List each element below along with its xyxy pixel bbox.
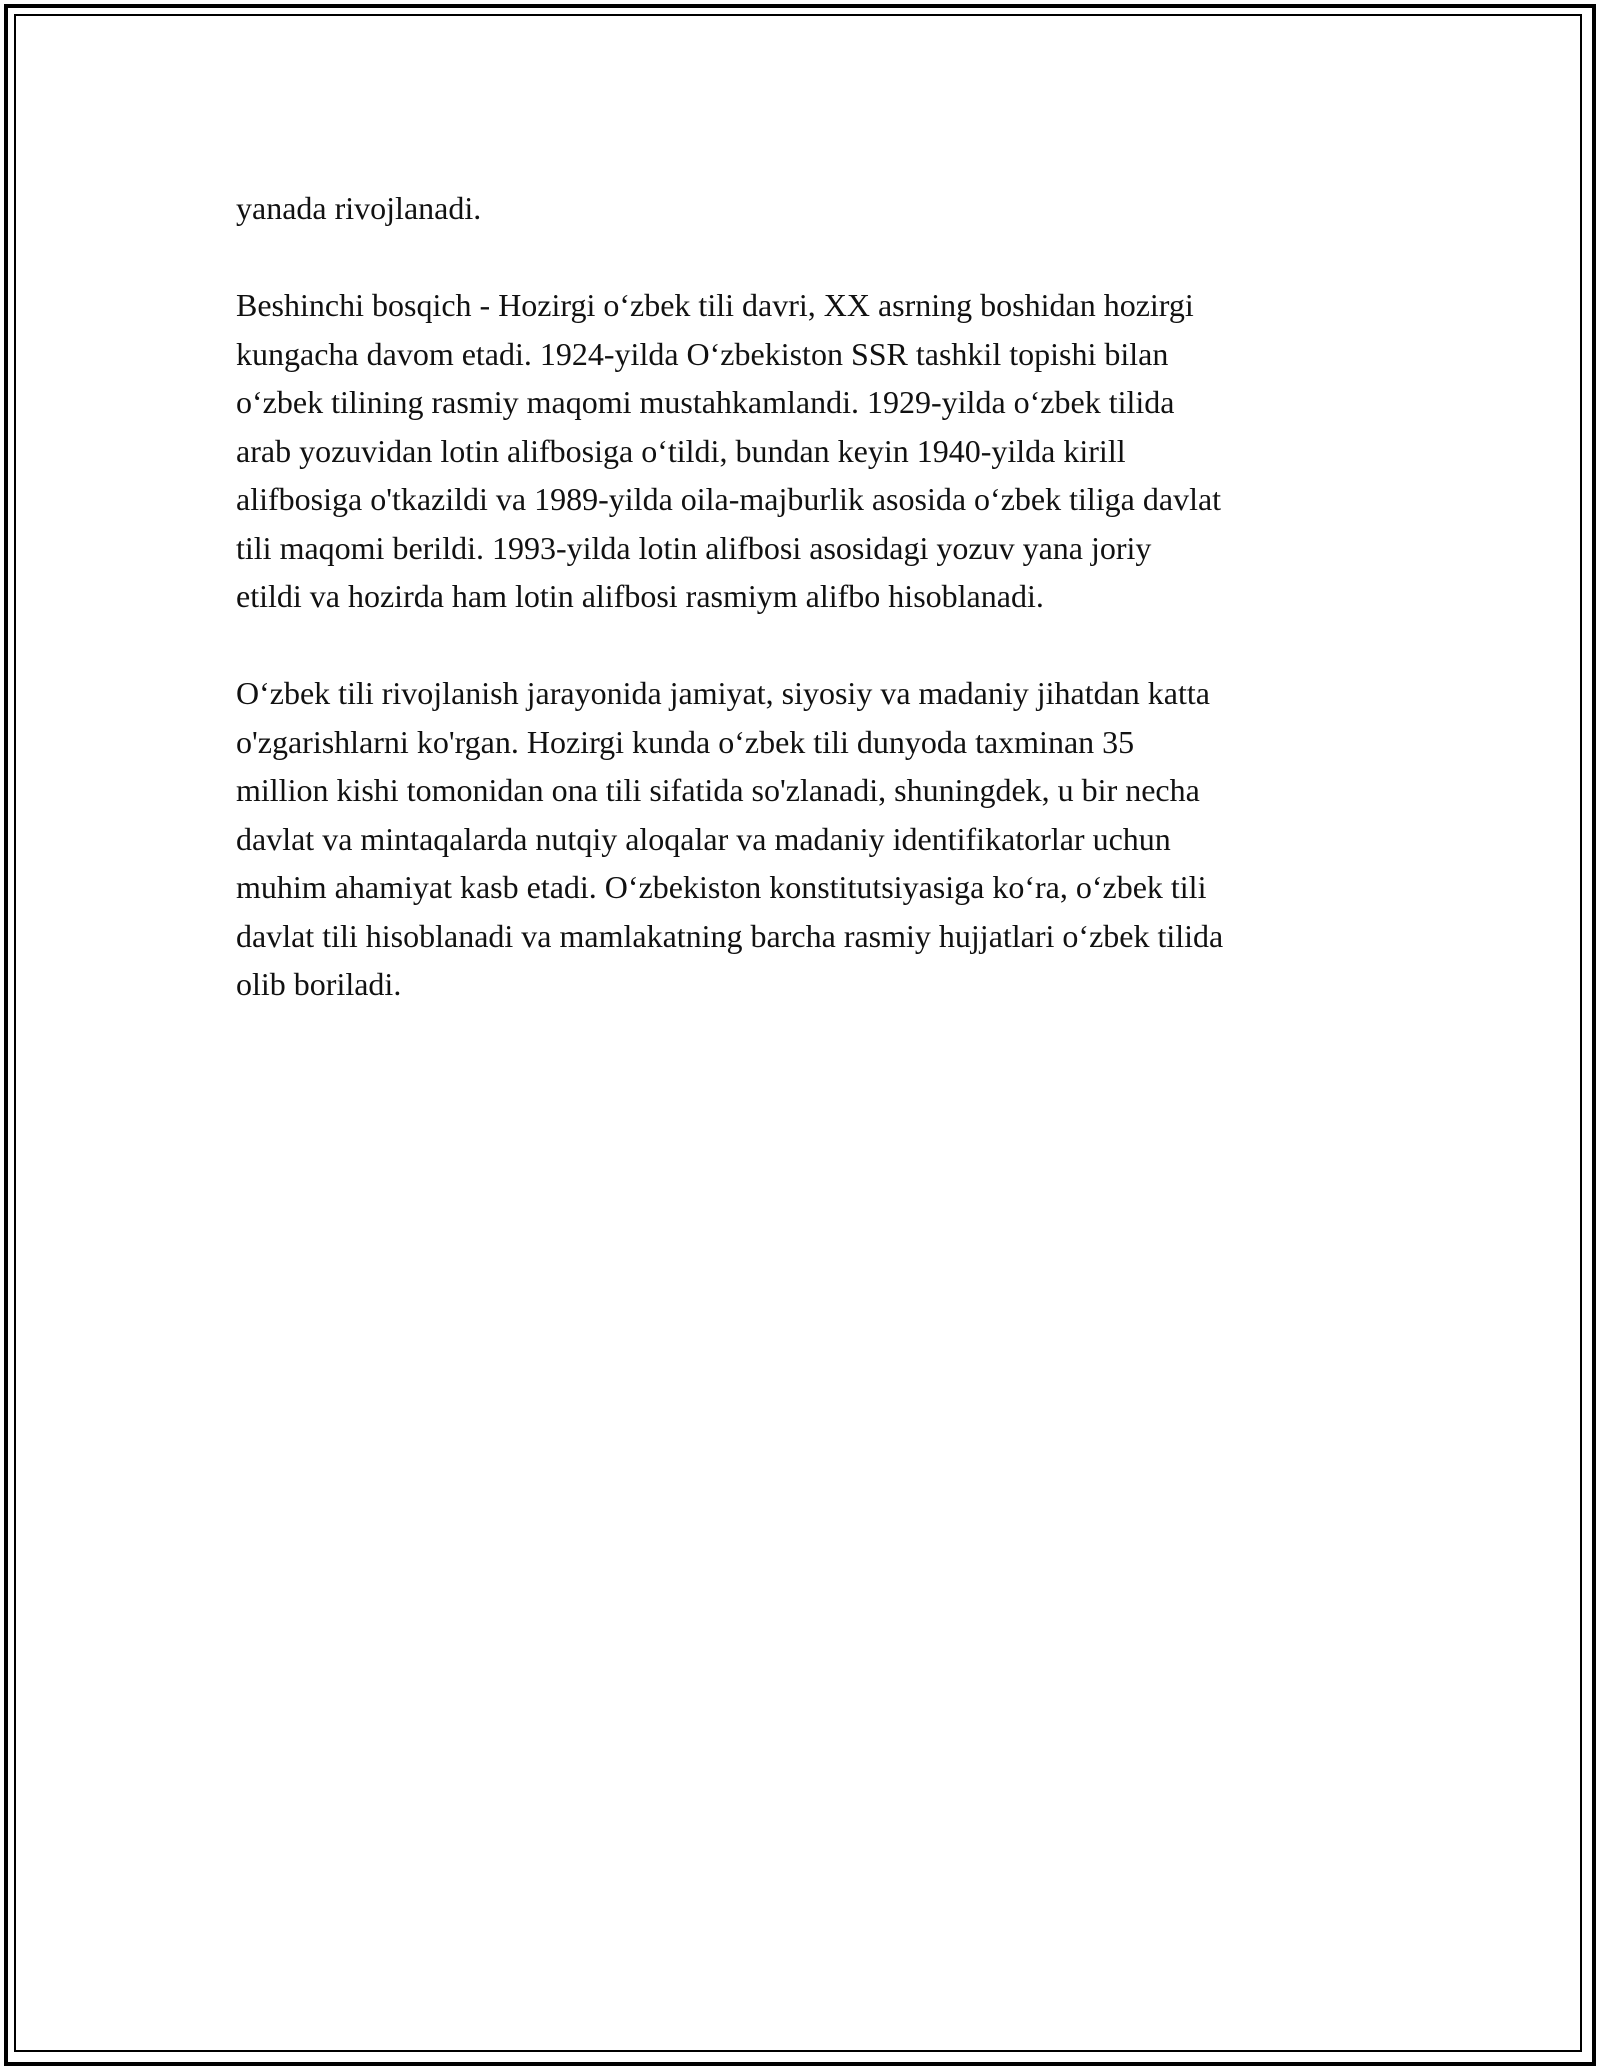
paragraph-continuation: yanada rivojlanadi. xyxy=(236,190,482,226)
paragraph-fifth-stage: Beshinchi bosqich - Hozirgi o‘zbek tili davri, XX asrning boshidan hozirgi kungacha davom etadi. 1924-yilda O‘zbekiston SSR tashkil topishi bilan o‘zbek tilining rasmiy maqomi mustahkamlandi. 1929-yilda o‘zbek tilida arab yozuvidan lotin alifbosiga o‘tildi, bundan keyin 1940-yilda kirill alifbosiga o'tkazildi va 1989-yilda oila-majburlik asosida o‘zbek tiliga davlat tili maqomi berildi. 1993-yilda lotin alifbosi asosidagi yozuv yana joriy etildi va hozirda ham lotin alifbosi rasmiym alifbo hisoblanadi. xyxy=(236,287,1222,614)
document-body xyxy=(236,184,1386,1057)
paragraph-modern-status: O‘zbek tili rivojlanish jarayonida jamiyat, siyosiy va madaniy jihatdan katta o'zgarishlarni ko'rgan. Hozirgi kunda o‘zbek tili dunyoda taxminan 35 million kishi tomonidan ona tili sifatida so'zlanadi, shuningdek, u bir necha davlat va mintaqalarda nutqiy aloqalar va madaniy identifikatorlar uchun muhim ahamiyat kasb etadi. O‘zbekiston konstitutsiyasiga ko‘ra, o‘zbek tili davlat tili hisoblanadi va mamlakatning barcha rasmiy hujjatlari o‘zbek tilida olib boriladi. xyxy=(236,675,1224,1002)
